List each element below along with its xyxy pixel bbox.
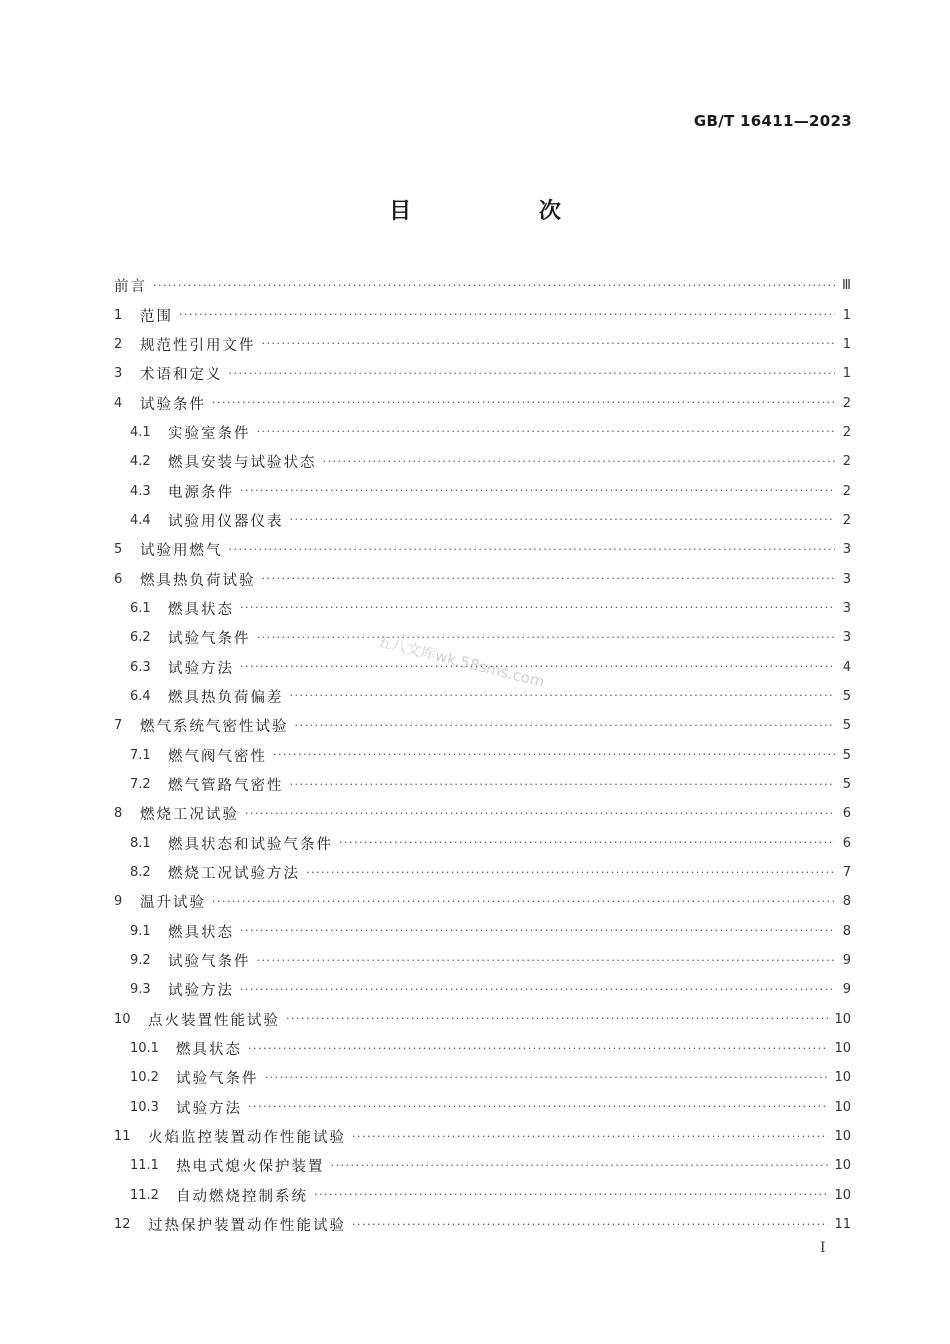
toc-entry-number: 11 [114, 1129, 131, 1145]
dot-leader [248, 1040, 828, 1058]
page-title: 目 次 [389, 199, 621, 224]
dot-leader [262, 335, 836, 353]
toc-entry[interactable] [114, 359, 851, 388]
toc-entry-number: 10.3 [130, 1099, 159, 1115]
toc-entry-title: 燃具热负荷试验 [140, 572, 256, 589]
dot-leader [306, 864, 835, 882]
toc-entry-page: 1 [842, 307, 851, 323]
toc-entry-number: 6.4 [130, 688, 151, 704]
toc-entry-title: 燃具热负荷偏差 [168, 689, 284, 706]
toc-entry-page: 5 [842, 777, 851, 793]
toc-entry[interactable] [114, 564, 851, 593]
toc-entry[interactable] [114, 917, 851, 946]
dot-leader [229, 541, 836, 559]
toc-entry-page: 8 [842, 923, 851, 939]
toc-entry[interactable] [114, 271, 851, 300]
toc-entry[interactable] [114, 770, 851, 799]
toc-entry-title: 试验方法 [176, 1100, 242, 1117]
toc-entry-title: 试验方法 [168, 983, 234, 1000]
dot-leader [229, 365, 836, 383]
toc-entry[interactable] [114, 946, 851, 975]
toc-entry-title: 试验用仪器仪表 [168, 513, 284, 530]
toc-entry-title: 试验条件 [140, 396, 206, 413]
toc-entry-page: 2 [842, 454, 851, 470]
watermark: 五八文库wk.58sms.com [375, 631, 547, 691]
toc-entry-number: 4.3 [130, 483, 151, 499]
toc-entry[interactable] [114, 1210, 851, 1239]
dot-leader [323, 453, 836, 471]
toc-entry[interactable] [114, 741, 851, 770]
toc-entry-page: 9 [842, 953, 851, 969]
toc-entry-page: 6 [842, 806, 851, 822]
toc-entry-number: 12 [114, 1217, 131, 1233]
toc-entry-page: 10 [834, 1187, 851, 1203]
toc-entry[interactable] [114, 330, 851, 359]
toc-entry-title: 电源条件 [168, 484, 234, 501]
toc-entry[interactable] [114, 623, 851, 652]
toc-entry[interactable] [114, 858, 851, 887]
dot-leader [290, 776, 836, 794]
toc-entry-number: 6 [114, 571, 123, 587]
toc-entry-page: 3 [842, 630, 851, 646]
dot-leader [240, 599, 835, 617]
toc-entry-page: 7 [842, 865, 851, 881]
dot-leader [331, 1157, 829, 1175]
toc-entry[interactable] [114, 887, 851, 916]
toc-entry-title: 前言 [114, 279, 147, 296]
toc-entry[interactable] [114, 711, 851, 740]
toc-entry-page: 10 [834, 1099, 851, 1115]
toc-entry-number: 10.2 [130, 1070, 159, 1086]
toc-entry-page: 2 [842, 512, 851, 528]
toc-entry[interactable] [114, 418, 851, 447]
toc-entry-number: 11.1 [130, 1158, 159, 1174]
dot-leader [295, 717, 836, 735]
toc-entry-title: 燃具状态和试验气条件 [168, 836, 333, 853]
dot-leader [339, 834, 835, 852]
toc-entry[interactable] [114, 682, 851, 711]
dot-leader [257, 952, 836, 970]
dot-leader [257, 629, 836, 647]
toc-entry-page: 5 [842, 688, 851, 704]
toc-entry-number: 4.2 [130, 454, 151, 470]
toc-entry-page: 3 [842, 600, 851, 616]
toc-entry-page: 10 [834, 1011, 851, 1027]
toc-entry[interactable] [114, 535, 851, 564]
toc-entry-page: 1 [842, 336, 851, 352]
toc-entry[interactable] [114, 799, 851, 828]
toc-entry-page: 10 [834, 1129, 851, 1145]
toc-entry-title: 燃气管路气密性 [168, 778, 284, 795]
toc-entry-title: 试验方法 [168, 660, 234, 677]
toc-entry-number: 9.1 [130, 923, 151, 939]
toc-entry-number: 6.3 [130, 659, 151, 675]
dot-leader [290, 511, 836, 529]
dot-leader [179, 306, 835, 324]
toc-entry-page: 2 [842, 424, 851, 440]
toc-entry[interactable] [114, 447, 851, 476]
toc-entry-title: 燃气阀气密性 [168, 748, 267, 765]
toc-entry-title: 术语和定义 [140, 367, 223, 384]
dot-leader [352, 1216, 828, 1234]
toc-entry-title: 燃具安装与试验状态 [168, 455, 317, 472]
toc-entry-title: 点火装置性能试验 [148, 1012, 280, 1029]
toc-entry-page: 5 [842, 718, 851, 734]
toc-entry-page: 2 [842, 483, 851, 499]
toc-entry-page: 6 [842, 835, 851, 851]
toc-entry-number: 4.4 [130, 512, 151, 528]
dot-leader [290, 687, 836, 705]
toc-entry[interactable] [114, 1181, 851, 1210]
toc-entry[interactable] [114, 594, 851, 623]
toc-entry[interactable] [114, 1151, 851, 1180]
toc-entry-number: 7.2 [130, 777, 151, 793]
page-number: I [820, 1240, 826, 1256]
toc-entry-number: 9.2 [130, 953, 151, 969]
toc-entry-number: 7 [114, 718, 123, 734]
toc-entry-page: 10 [834, 1070, 851, 1086]
toc-entry-page: 1 [842, 366, 851, 382]
toc-entry-number: 6.1 [130, 600, 151, 616]
toc-entry-number: 10.1 [130, 1041, 159, 1057]
toc-entry-page: 9 [842, 982, 851, 998]
toc-entry-number: 5 [114, 542, 123, 558]
dot-leader [314, 1186, 828, 1204]
toc-entry-title: 燃具状态 [168, 601, 234, 618]
toc-entry[interactable] [114, 1063, 851, 1092]
toc-entry-title: 火焰监控装置动作性能试验 [148, 1130, 346, 1147]
toc-entry-title: 燃具状态 [168, 924, 234, 941]
toc-entry-number: 10 [114, 1011, 131, 1027]
toc-entry-page: 3 [842, 542, 851, 558]
toc-entry-number: 2 [114, 336, 123, 352]
toc-entry-number: 3 [114, 366, 123, 382]
dot-leader [212, 394, 835, 412]
table-of-contents [114, 271, 851, 1239]
toc-entry[interactable] [114, 1005, 851, 1034]
dot-leader [240, 482, 835, 500]
toc-entry-number: 7.1 [130, 747, 151, 763]
toc-entry-title: 实验室条件 [168, 425, 251, 442]
toc-entry-number: 4.1 [130, 424, 151, 440]
toc-entry-title: 试验气条件 [176, 1071, 259, 1088]
toc-entry-number: 8 [114, 806, 123, 822]
standard-code: GB/T 16411—2023 [693, 112, 852, 130]
toc-entry-page: 10 [834, 1158, 851, 1174]
toc-entry-title: 燃烧工况试验 [140, 807, 239, 824]
toc-entry-number: 6.2 [130, 630, 151, 646]
toc-entry-title: 试验气条件 [168, 954, 251, 971]
dot-leader [273, 746, 835, 764]
toc-entry-page: 8 [842, 894, 851, 910]
dot-leader [245, 805, 835, 823]
toc-entry[interactable] [114, 975, 851, 1004]
toc-entry[interactable] [114, 1034, 851, 1063]
toc-entry[interactable] [114, 1122, 851, 1151]
toc-entry[interactable] [114, 300, 851, 329]
toc-entry-number: 8.2 [130, 865, 151, 881]
dot-leader [257, 423, 836, 441]
toc-entry-page: Ⅲ [842, 278, 851, 294]
toc-entry-number: 9.3 [130, 982, 151, 998]
dot-leader [352, 1128, 828, 1146]
dot-leader [286, 1010, 828, 1028]
toc-entry-page: 4 [842, 659, 851, 675]
toc-entry-page: 10 [834, 1041, 851, 1057]
dot-leader [262, 570, 836, 588]
toc-entry-title: 规范性引用文件 [140, 337, 256, 354]
toc-entry-title: 过热保护装置动作性能试验 [148, 1218, 346, 1235]
toc-entry-title: 试验用燃气 [140, 543, 223, 560]
toc-entry[interactable] [114, 388, 851, 417]
toc-entry-title: 温升试验 [140, 895, 206, 912]
toc-entry-title: 燃烧工况试验方法 [168, 866, 300, 883]
toc-entry-number: 8.1 [130, 835, 151, 851]
toc-entry[interactable] [114, 1093, 851, 1122]
dot-leader [153, 277, 835, 295]
toc-entry-title: 范围 [140, 308, 173, 325]
toc-entry[interactable] [114, 476, 851, 505]
toc-entry-title: 热电式熄火保护装置 [176, 1159, 325, 1176]
dot-leader [240, 981, 835, 999]
toc-entry-page: 2 [842, 395, 851, 411]
dot-leader [240, 922, 835, 940]
toc-entry-title: 燃气系统气密性试验 [140, 719, 289, 736]
toc-entry-number: 1 [114, 307, 123, 323]
toc-entry-number: 11.2 [130, 1187, 159, 1203]
dot-leader [212, 893, 835, 911]
toc-entry-page: 11 [834, 1217, 851, 1233]
toc-entry[interactable] [114, 829, 851, 858]
dot-leader [265, 1069, 829, 1087]
toc-entry-title: 试验气条件 [168, 631, 251, 648]
toc-entry[interactable] [114, 506, 851, 535]
dot-leader [248, 1098, 828, 1116]
toc-entry-title: 燃具状态 [176, 1042, 242, 1059]
toc-entry-page: 5 [842, 747, 851, 763]
toc-entry-number: 9 [114, 894, 123, 910]
toc-entry-page: 3 [842, 571, 851, 587]
toc-entry-title: 自动燃烧控制系统 [176, 1188, 308, 1205]
toc-entry-number: 4 [114, 395, 123, 411]
